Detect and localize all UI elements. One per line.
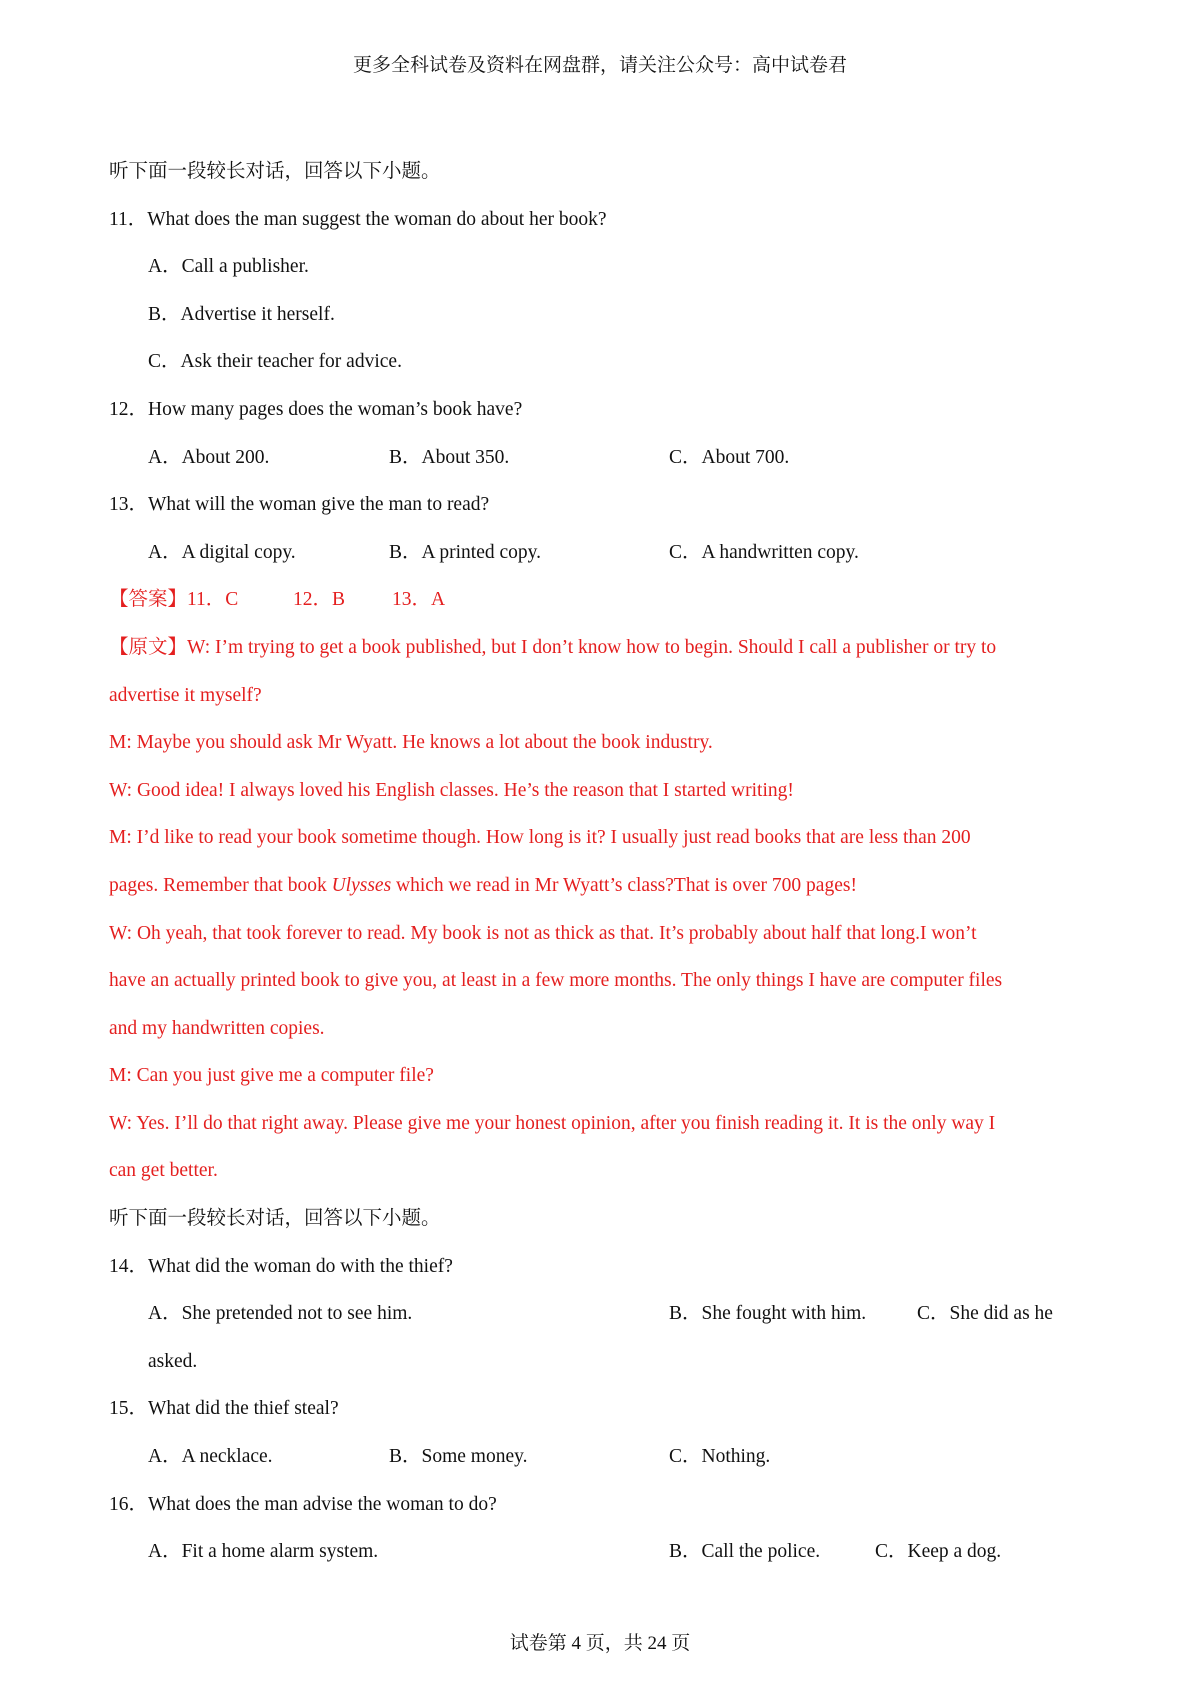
question-number: 14．: [109, 1255, 149, 1277]
answer-line: [109, 576, 1099, 624]
option-c: C．She did as he: [917, 1303, 1053, 1325]
option-a: A．Fit a home alarm system.: [148, 1541, 379, 1563]
transcript-text: pages. Remember that book: [109, 874, 332, 896]
transcript-line: have an actually printed book to give you, at least in a few more months. The only things I have are computer files: [109, 970, 1003, 992]
transcript-line: advertise it myself?: [109, 684, 262, 706]
book-title: Ulysses: [331, 874, 392, 896]
question-16: [109, 1481, 1099, 1529]
section-instruction: 听下面一段较长对话，回答以下小题。: [109, 1208, 441, 1230]
question-15: [109, 1385, 1099, 1433]
transcript-line: and my handwritten copies.: [109, 1017, 325, 1039]
option-a: A．About 200.: [148, 446, 270, 468]
transcript-line: can get better.: [109, 1160, 218, 1182]
question-text: What did the thief steal?: [148, 1398, 339, 1420]
option-b: B．Some money.: [389, 1446, 528, 1468]
option-c: C．Nothing.: [669, 1446, 771, 1468]
option-b: B．She fought with him.: [669, 1303, 867, 1325]
option-b: B．A printed copy.: [389, 541, 542, 563]
question-text: What does the man advise the woman to do?: [148, 1493, 497, 1515]
option-a: A．A necklace.: [148, 1446, 273, 1468]
page-header: 更多全科试卷及资料在网盘群，请关注公众号：高中试卷君: [352, 55, 847, 76]
question-number: 12．: [109, 398, 149, 420]
transcript-label: 【原文】: [109, 636, 188, 658]
option-c: C．A handwritten copy.: [669, 541, 859, 563]
question-12: [109, 386, 1099, 434]
option-c: C．Keep a dog.: [875, 1541, 1002, 1563]
exam-content: [109, 148, 1099, 1576]
answer-label: 【答案】: [109, 589, 188, 611]
options-row: [109, 529, 1099, 577]
option-b: B．About 350.: [389, 446, 510, 468]
question-number: 11．: [109, 208, 148, 230]
option-c-continued: asked.: [148, 1350, 198, 1372]
question-14: [109, 1243, 1099, 1291]
question-text: What will the woman give the man to read?: [148, 494, 490, 516]
question-number: 13．: [109, 494, 149, 516]
transcript-line: M: Maybe you should ask Mr Wyatt. He knows a lot about the book industry.: [109, 732, 713, 754]
option-a: A．She pretended not to see him.: [148, 1303, 413, 1325]
option-a: A．Call a publisher.: [148, 256, 309, 278]
transcript-text: which we read in Mr Wyatt’s class?That is over 700 pages!: [391, 874, 857, 896]
transcript-line: W: Oh yeah, that took forever to read. My book is not as thick as that. It’s probably about half that long.I won’t: [109, 922, 977, 944]
question-text: What did the woman do with the thief?: [148, 1255, 453, 1277]
question-11: [109, 196, 1099, 244]
transcript-line: [109, 862, 1099, 910]
section-instruction: 听下面一段较长对话，回答以下小题。: [109, 161, 441, 182]
transcript-line: M: I’d like to read your book sometime though. How long is it? I usually just read books that are less than 200: [109, 827, 971, 849]
transcript-line: [109, 624, 1099, 672]
question-13: [109, 481, 1099, 529]
transcript-line: M: Can you just give me a computer file?: [109, 1065, 434, 1087]
option-c: C．Ask their teacher for advice.: [148, 351, 402, 373]
answer-12: 12．B: [293, 589, 346, 611]
options-row: [109, 1433, 1099, 1481]
question-text: How many pages does the woman’s book have?: [148, 398, 523, 420]
question-text: What does the man suggest the woman do about her book?: [147, 208, 607, 230]
option-c: C．About 700.: [669, 446, 790, 468]
answer-11: 11．C: [187, 589, 239, 611]
option-b: B．Advertise it herself.: [148, 303, 335, 325]
question-number: 15．: [109, 1398, 149, 1420]
option-b: B．Call the police.: [669, 1541, 821, 1563]
page-footer: 试卷第 4 页，共 24 页: [509, 1633, 691, 1654]
options-row: [109, 1290, 1099, 1338]
transcript-text: W: I’m trying to get a book published, but I don’t know how to begin. Should I call a publisher or try to: [187, 636, 997, 658]
transcript-line: W: Good idea! I always loved his English classes. He’s the reason that I started writing!: [109, 779, 794, 801]
options-row: [109, 434, 1099, 482]
options-row: [109, 1528, 1099, 1576]
answer-13: 13．A: [392, 589, 446, 611]
option-a: A．A digital copy.: [148, 541, 296, 563]
question-number: 16．: [109, 1493, 149, 1515]
transcript-line: W: Yes. I’ll do that right away. Please give me your honest opinion, after you finish reading it. It is the only way I: [109, 1112, 996, 1134]
